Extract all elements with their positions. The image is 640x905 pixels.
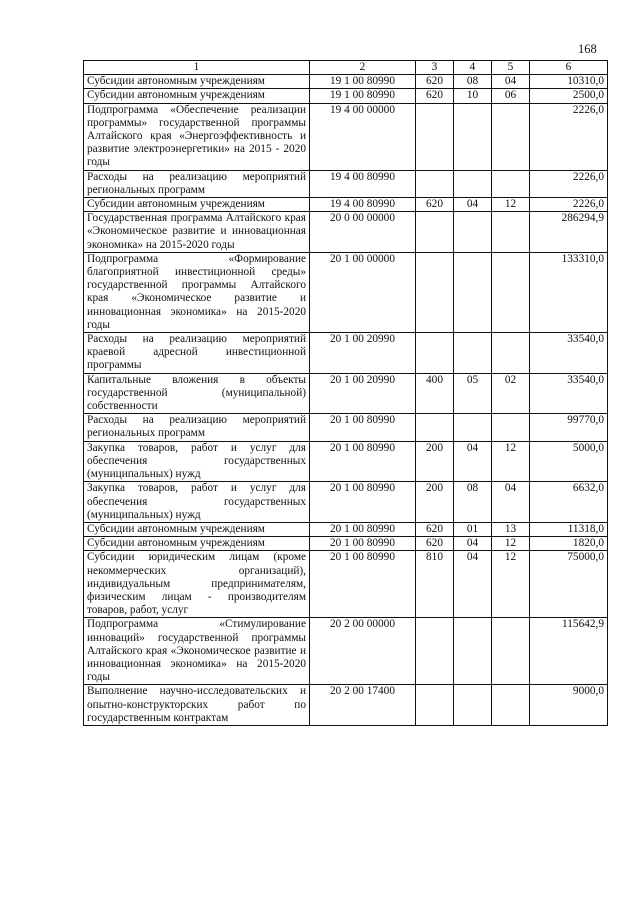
cell-amount: 9000,0: [530, 685, 608, 726]
cell-code: 20 1 00 80990: [310, 482, 416, 523]
cell-name: Расходы на реализацию мероприятий региональных программ: [84, 414, 310, 441]
cell-col3: [416, 333, 454, 374]
cell-name: Субсидии автономным учреждениям: [84, 198, 310, 212]
cell-col3: 810: [416, 551, 454, 618]
cell-col3: [416, 685, 454, 726]
table-row: [84, 170, 608, 197]
cell-col5: 13: [492, 522, 530, 536]
cell-col4: 01: [454, 522, 492, 536]
table-row: [84, 212, 608, 253]
cell-amount: 99770,0: [530, 414, 608, 441]
cell-code: 20 2 00 00000: [310, 618, 416, 685]
table-row: [84, 482, 608, 523]
cell-name: Капитальные вложения в объекты государственной (муниципальной) собственности: [84, 373, 310, 414]
table-row: [84, 89, 608, 103]
cell-name: Выполнение научно-исследовательских и опытно-конструкторских работ по государственным контрактам: [84, 685, 310, 726]
table-row: [84, 252, 608, 332]
cell-code: 20 1 00 80990: [310, 551, 416, 618]
cell-code: 20 1 00 80990: [310, 537, 416, 551]
cell-amount: 2226,0: [530, 198, 608, 212]
cell-name: Государственная программа Алтайского края «Экономическое развитие и инновационная экономика» на 2015-2020 годы: [84, 212, 310, 253]
cell-col5: 12: [492, 198, 530, 212]
cell-col3: 620: [416, 537, 454, 551]
table-row: [84, 618, 608, 685]
cell-code: 19 4 00 80990: [310, 170, 416, 197]
cell-name: Субсидии юридическим лицам (кроме некоммерческих организаций), индивидуальным предпринимателям, физическим лицам - производителям товаров, работ, услуг: [84, 551, 310, 618]
cell-col5: [492, 252, 530, 332]
cell-name: Субсидии автономным учреждениям: [84, 537, 310, 551]
table-row: [84, 414, 608, 441]
column-header: 2: [310, 61, 416, 75]
cell-col4: [454, 103, 492, 170]
table-row: [84, 551, 608, 618]
cell-amount: 2500,0: [530, 89, 608, 103]
cell-col4: [454, 685, 492, 726]
header-row: [84, 61, 608, 75]
cell-col4: [454, 212, 492, 253]
cell-amount: 33540,0: [530, 373, 608, 414]
cell-col4: 04: [454, 441, 492, 482]
column-header: 5: [492, 61, 530, 75]
cell-col5: 04: [492, 75, 530, 89]
cell-col5: 12: [492, 441, 530, 482]
cell-col5: [492, 212, 530, 253]
cell-col3: [416, 414, 454, 441]
cell-col4: 04: [454, 537, 492, 551]
cell-code: 20 1 00 80990: [310, 441, 416, 482]
budget-table: [83, 60, 608, 726]
cell-name: Субсидии автономным учреждениям: [84, 522, 310, 536]
cell-code: 20 1 00 20990: [310, 333, 416, 374]
cell-amount: 2226,0: [530, 170, 608, 197]
cell-code: 20 1 00 80990: [310, 522, 416, 536]
table-row: [84, 103, 608, 170]
cell-col5: 02: [492, 373, 530, 414]
cell-amount: 10310,0: [530, 75, 608, 89]
cell-col3: [416, 103, 454, 170]
cell-code: 20 1 00 00000: [310, 252, 416, 332]
cell-name: Подпрограмма «Обеспечение реализации программы» государственной программы Алтайского края «Энергоэффективность и развитие электроэнергетики» на 2015 - 2020 годы: [84, 103, 310, 170]
cell-col3: 620: [416, 75, 454, 89]
cell-col3: 200: [416, 441, 454, 482]
table-row: [84, 522, 608, 536]
page-number: 168: [578, 42, 597, 56]
cell-name: Расходы на реализацию мероприятий региональных программ: [84, 170, 310, 197]
cell-code: 19 4 00 00000: [310, 103, 416, 170]
cell-col5: [492, 170, 530, 197]
cell-name: Субсидии автономным учреждениям: [84, 89, 310, 103]
cell-code: 20 2 00 17400: [310, 685, 416, 726]
cell-col5: [492, 103, 530, 170]
column-header: 1: [84, 61, 310, 75]
cell-col4: [454, 170, 492, 197]
cell-amount: 133310,0: [530, 252, 608, 332]
cell-col3: 620: [416, 522, 454, 536]
cell-amount: 11318,0: [530, 522, 608, 536]
cell-name: Субсидии автономным учреждениям: [84, 75, 310, 89]
cell-code: 20 1 00 20990: [310, 373, 416, 414]
cell-col3: 400: [416, 373, 454, 414]
cell-col5: 12: [492, 551, 530, 618]
cell-col5: [492, 685, 530, 726]
cell-col3: [416, 618, 454, 685]
cell-col4: [454, 333, 492, 374]
cell-amount: 33540,0: [530, 333, 608, 374]
cell-code: 19 1 00 80990: [310, 75, 416, 89]
cell-col4: 04: [454, 198, 492, 212]
table-row: [84, 537, 608, 551]
cell-code: 19 4 00 80990: [310, 198, 416, 212]
cell-col5: [492, 333, 530, 374]
column-header: 4: [454, 61, 492, 75]
cell-name: Подпрограмма «Стимулирование инноваций» государственной программы Алтайского края «Экономическое развитие и инновационная экономика» на 2015-2020 годы: [84, 618, 310, 685]
cell-col3: 620: [416, 89, 454, 103]
cell-code: 20 1 00 80990: [310, 414, 416, 441]
cell-col4: 08: [454, 482, 492, 523]
cell-col5: 12: [492, 537, 530, 551]
cell-name: Расходы на реализацию мероприятий краевой адресной инвестиционной программы: [84, 333, 310, 374]
cell-code: 20 0 00 00000: [310, 212, 416, 253]
cell-col3: [416, 170, 454, 197]
cell-amount: 5000,0: [530, 441, 608, 482]
table-row: [84, 333, 608, 374]
cell-col5: 06: [492, 89, 530, 103]
cell-amount: 2226,0: [530, 103, 608, 170]
cell-col4: 08: [454, 75, 492, 89]
table-row: [84, 75, 608, 89]
cell-code: 19 1 00 80990: [310, 89, 416, 103]
cell-col4: 10: [454, 89, 492, 103]
cell-col4: [454, 618, 492, 685]
cell-amount: 6632,0: [530, 482, 608, 523]
cell-col3: 620: [416, 198, 454, 212]
cell-col4: 04: [454, 551, 492, 618]
table-row: [84, 685, 608, 726]
cell-col5: [492, 414, 530, 441]
cell-amount: 115642,9: [530, 618, 608, 685]
column-header: 6: [530, 61, 608, 75]
cell-col4: [454, 414, 492, 441]
cell-amount: 75000,0: [530, 551, 608, 618]
table-row: [84, 373, 608, 414]
cell-col5: [492, 618, 530, 685]
cell-name: Подпрограмма «Формирование благоприятной инвестиционной среды» государственной программы Алтайского края «Экономическое развитие и инновационная экономика» на 2015-2020 годы: [84, 252, 310, 332]
cell-col3: 200: [416, 482, 454, 523]
table-row: [84, 441, 608, 482]
cell-col3: [416, 252, 454, 332]
table-row: [84, 198, 608, 212]
cell-amount: 286294,9: [530, 212, 608, 253]
cell-col4: 05: [454, 373, 492, 414]
cell-name: Закупка товаров, работ и услуг для обеспечения государственных (муниципальных) нужд: [84, 482, 310, 523]
cell-col4: [454, 252, 492, 332]
cell-col3: [416, 212, 454, 253]
cell-col5: 04: [492, 482, 530, 523]
column-header: 3: [416, 61, 454, 75]
cell-amount: 1820,0: [530, 537, 608, 551]
cell-name: Закупка товаров, работ и услуг для обеспечения государственных (муниципальных) нужд: [84, 441, 310, 482]
